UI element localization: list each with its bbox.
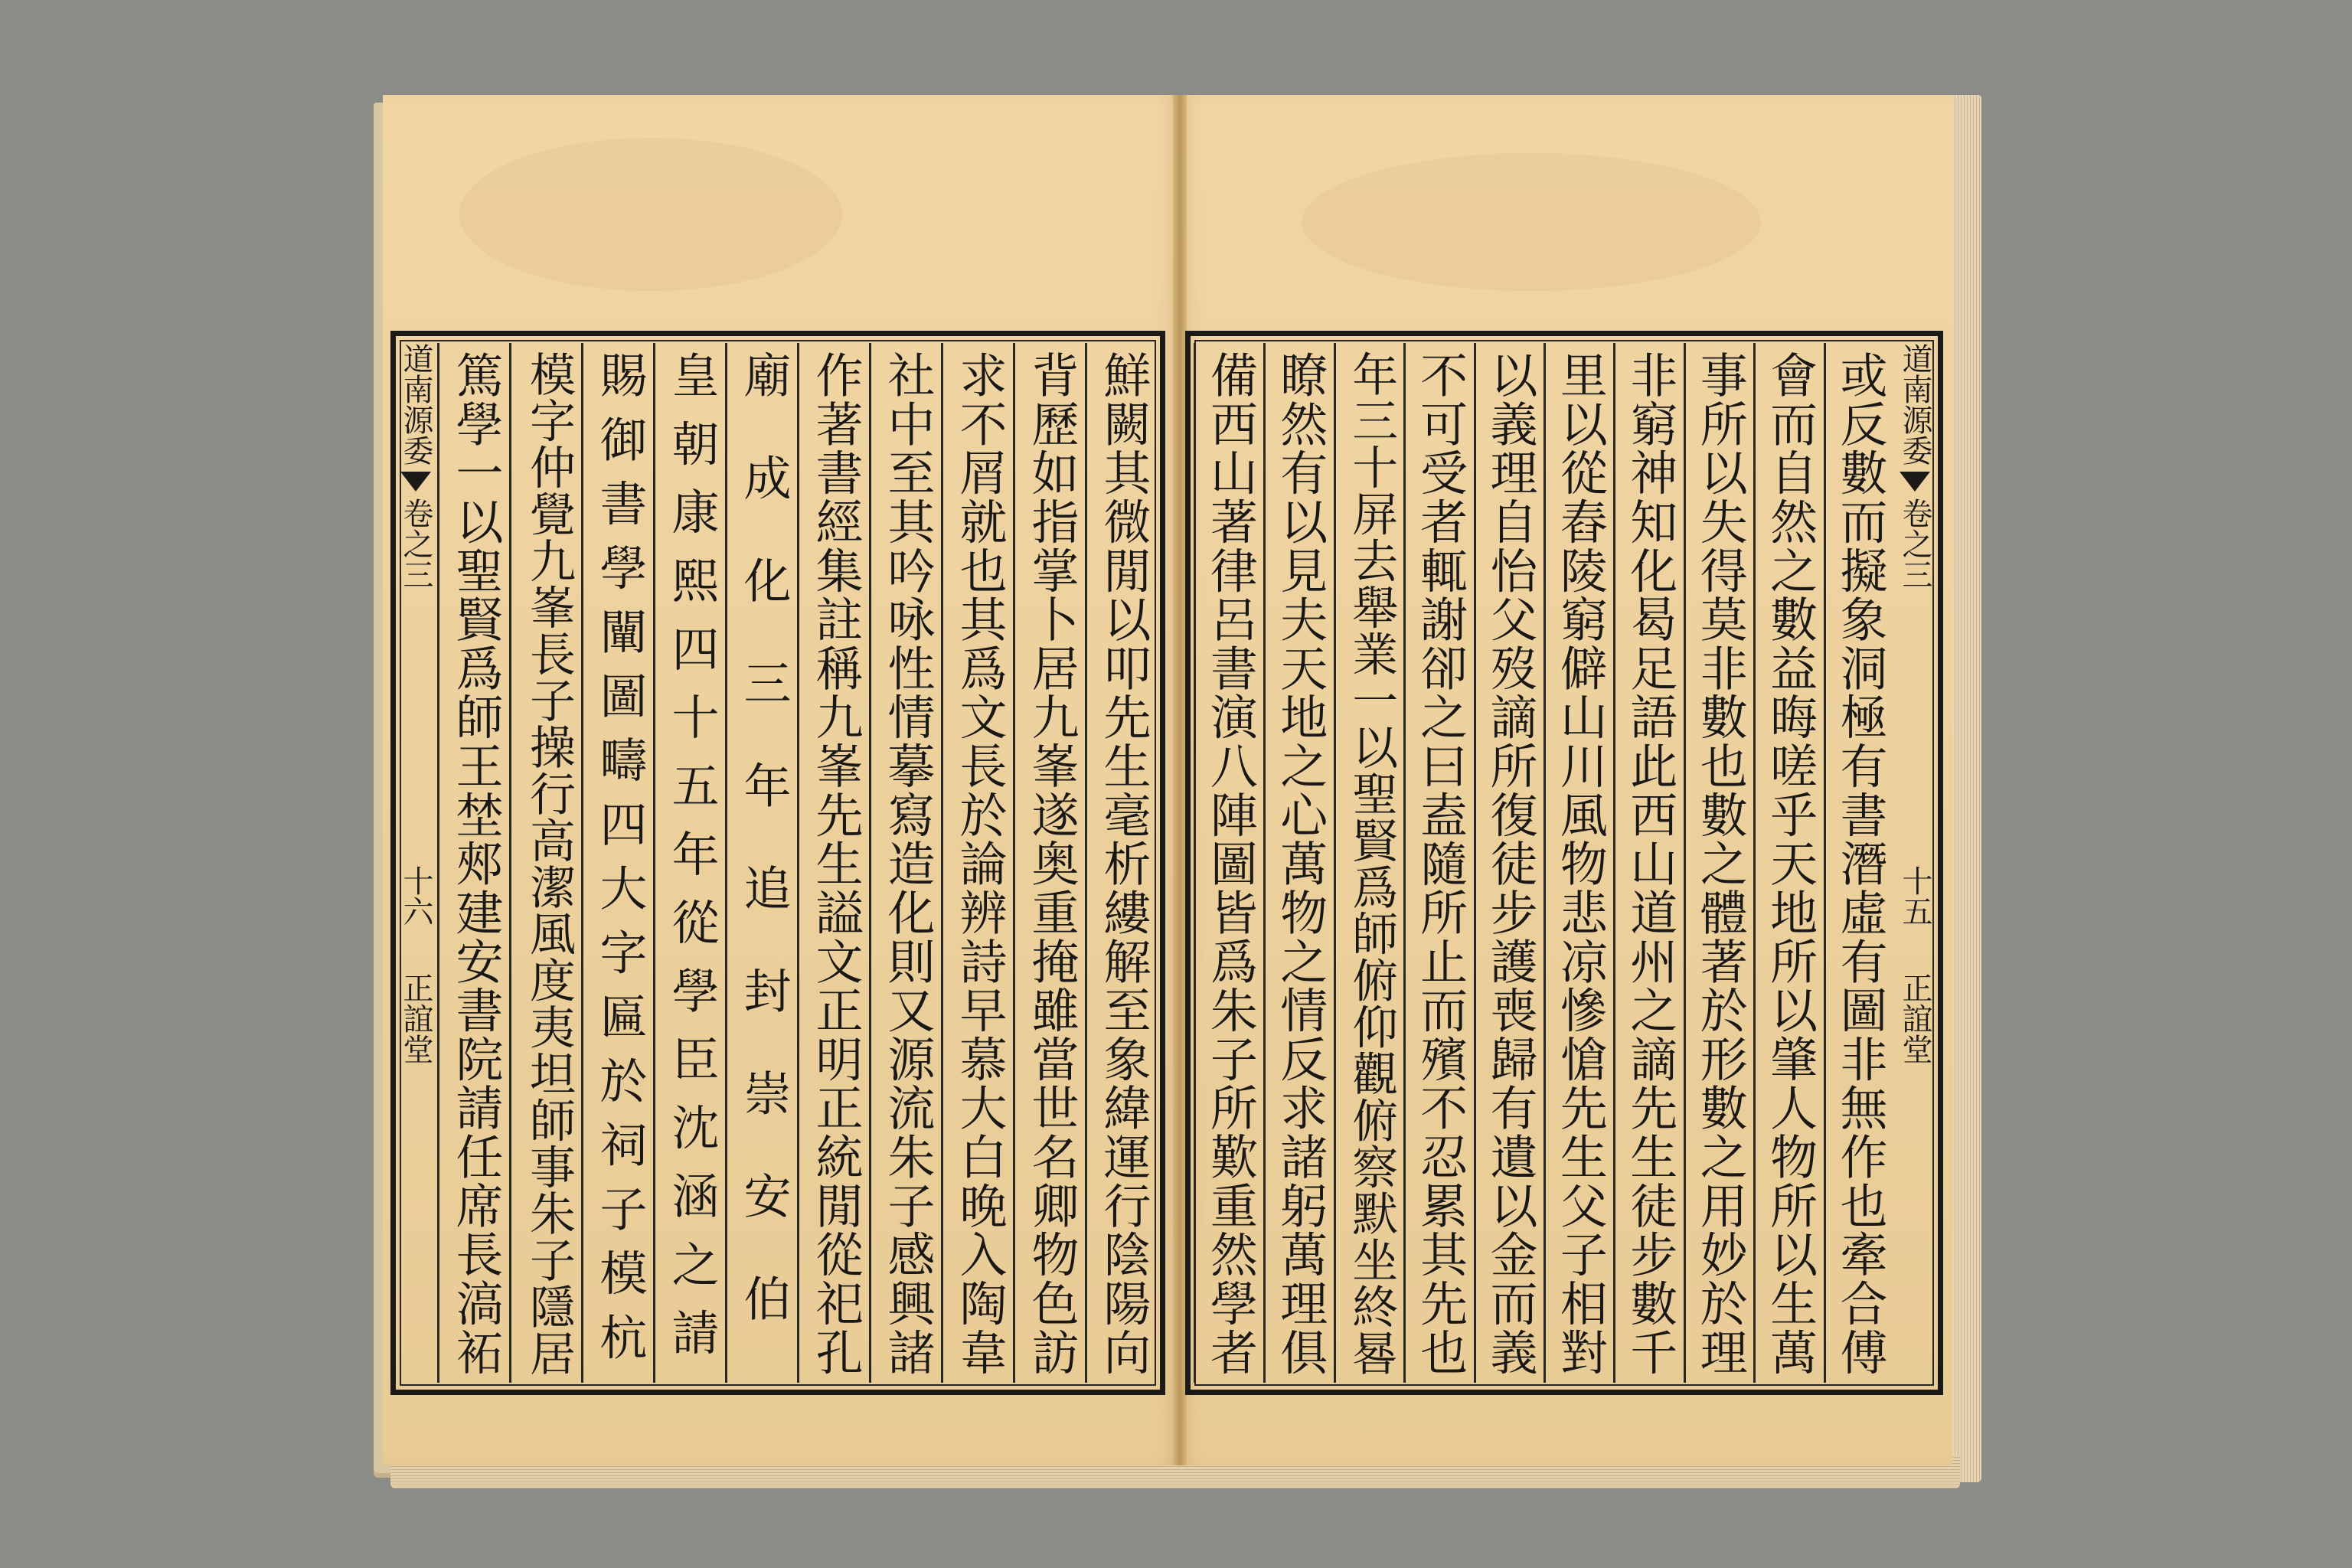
text-column: 或反數而擬象洞極有書潛虛有圖非無作也牽合傅	[1831, 351, 1888, 1377]
text-column: 作著書經集註稱九峯先生謚文正明正統閒從祀孔	[808, 351, 864, 1377]
column-rule	[1194, 343, 1196, 1383]
text-column: 不可受者輒謝卻之曰盍隨所止而殯不忍累其先也	[1412, 351, 1468, 1377]
text-column: 社中至其吟咏性情摹寫造化則又源流朱子感興諸	[880, 351, 936, 1377]
right-margin-title: 道南源委	[1897, 343, 1932, 466]
fish-tail-mark	[1900, 472, 1930, 492]
text-column: 篤學一以聖賢爲師王埜郟建安書院請任席長滈袥	[448, 351, 504, 1377]
text-column: 會而自然之數益晦嗟乎天地所以肇人物所以生萬	[1762, 351, 1818, 1377]
right-margin-juan: 卷之三	[1897, 498, 1932, 590]
fish-tail-mark	[400, 472, 431, 492]
right-margin-hall: 正誼堂	[1897, 972, 1932, 1064]
text-column: 廟成化三年追封崇安伯	[736, 351, 792, 1377]
left-margin-strip	[398, 343, 433, 1383]
text-column: 以義理自怡父歿謫所復徒步護喪歸有遺以金而義	[1481, 351, 1538, 1377]
left-margin-leaf-number: 十六	[398, 865, 433, 926]
text-column: 背歷如指掌卜居九峯遂奥重掩雖當世名卿物色訪	[1024, 351, 1080, 1377]
text-column: 鮮闕其微閒以叩先生毫析縷解至象緯運行陰陽向	[1096, 351, 1152, 1377]
text-column: 瞭然有以見夫天地之心萬物之情反求諸躬萬理俱	[1272, 351, 1328, 1377]
text-column: 皇朝康熙四十五年從學臣沈涵之請	[664, 351, 720, 1377]
column-rule	[437, 343, 439, 1383]
text-column: 賜御書學闡圖疇四大字匾於祠子模杭	[592, 351, 648, 1377]
text-column: 事所以失得莫非數也數之體著於形數之用妙於理	[1692, 351, 1749, 1377]
left-margin-title: 道南源委	[398, 343, 433, 466]
right-margin-strip	[1897, 343, 1932, 1383]
text-column: 備西山著律呂書演八陣圖皆爲朱子所歎重然學者	[1202, 351, 1259, 1377]
text-column: 年三十屏去舉業一以聖賢爲師俯仰觀俯察默坐終晷	[1344, 351, 1399, 1377]
left-margin-juan: 卷之三	[398, 498, 433, 590]
paper-stain	[459, 138, 842, 291]
right-margin-leaf-number: 十五	[1897, 865, 1932, 926]
text-column: 里以從舂陵窮僻山川風物悲凉慘愴先生父子相對	[1552, 351, 1609, 1377]
text-column: 模字仲覺九峯長子操行高潔風度夷坦師事朱子隱居	[522, 351, 576, 1377]
text-column: 求不屑就也其爲文長於論辨詩早慕大白晚入陶韋	[952, 351, 1008, 1377]
paper-stain	[1302, 153, 1761, 291]
left-margin-hall: 正誼堂	[398, 972, 433, 1064]
text-column: 非窮神知化曷足語此西山道州之謫先生徒步數千	[1622, 351, 1678, 1377]
